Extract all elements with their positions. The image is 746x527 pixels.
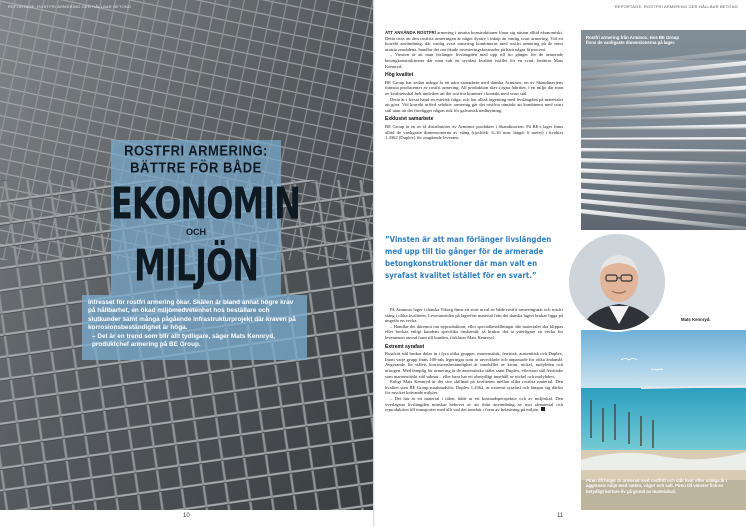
intro-text: armering i utsatta konstruktioner lönar sig nästan alltid ekonomiskt. Detta trots att den rostfria armeringen är något dyrare i inköp än vanlig svart armering. Vid ett korrekt användning, där vanlig svart armering kombineras med rostfri armering på de mest utsatta områdena, handlar det om ökade investeringskostnader på bara några få procent. [385,30,563,52]
running-header: REPORTAGE: ROSTFRI ARMERING GER HÅLLBAR BETONG [8,4,132,9]
stock-paragraph-1: På Arminox lager i danska Viborg finns ett stort urval av både rostfri armeringsnät och rostfri stång i olika kvaliteter. Leveranstiden på lagerfört material från det danska lagret brukar ligga på ungefär en vecka. [385,307,563,324]
article-column-bottom [385,307,563,413]
page-number-left: 10 [183,513,190,519]
portrait-photo [567,232,667,332]
quality-paragraph-2: Detta är i första hand en estetisk fråga, och har alltså ingenting med livslängden på materialet att göra. Vid korrekt utförd selektiv armering går det rostfria utmärkt att kombinera med svart stål utan att det föreligger någon risk för galvanisk nedbrytning. [385,96,563,113]
pull-quote: ”Vinsten är att man förlänger livslängden med upp till tio gånger för de armerade betongkonstruktioner där man valt en syrafast kvalitet istället för en svart.” [385,234,552,280]
acid-paragraph-3: – Det här är ett material i tiden, både ur ett kostnadsperspektiv och av miljöskäl. Den överlägsna livslängden minskar behovet av att ifrån användning av nytt råmaterial och reproduktion till transporter med allt vad det innebär i form av belastning på miljön. [385,395,563,413]
headline-och: OCH [186,227,206,237]
running-header-right: REPORTAGE: ROSTFRI ARMERING GER HÅLLBAR BETONG [614,4,738,9]
quality-paragraph-1: BE Group har sedan många år ett nära samarbete med danska Arminox, en av Skandinaviens främsta producenter av rostfri armering. All produktion sker i egna fabriker, i en miljö där man av kvalitetsskäl helt undviker att det rostfria kommer i kontakt med svart stål. [385,79,563,96]
kicker-line-2: BÄTTRE FÖR BÅDE [130,158,262,177]
title-box [111,140,300,295]
ingress-box [82,295,307,360]
subhead-collaboration: Exklusivt samarbete [385,116,434,123]
subhead-acid-resistant: Extremt syrafast [385,343,425,350]
intro-caps: ATT ANVÄNDA ROSTFRI [385,30,436,35]
ingress-paragraph-1: Intresset för rostfri armering ökar. Skälen är bland annat högre krav på hållbarhet, en ökad miljömedvetenhet hos beställare och slutkunder samt många pågående infrastrukturprojekt där kraven på korrosionsbeständighet är höga. [88,299,296,332]
gutter-shadow [373,0,375,527]
headline-word-1: EKONOMIN [111,178,300,230]
ingress-paragraph-2: – Det är en trend som blir allt tydligare, säger Mats Kennryd, produktchef armering på BE Group. [92,332,275,349]
kicker-line-1: ROSTFRI ARMERING: [124,141,268,160]
acid-paragraph-1: Rostfritt stål brukar delas in i fyra olika grupper, martensitisk, ferritisk, austenitisk och Duplex. Inom varje grupp finns 100-tals legeringar som är utvecklade och anpassade för olika ändamål. Avgörande för stålets korrosionsbeständighet är innehållet av krom, nickel, molybden och nitrogen. Med lämplig för armering är de austenitiska stålet samt Duplex, eftersom stål ferritiske som martensitiskt stål saknar – eller bara har ett obetydligt innehåll av nickel och molybden. [385,351,563,379]
end-mark-icon [541,407,545,411]
caption-rebar-photo: Rostfri armering från Arminox. Hos BE Group finns de vanligaste dimensionerna på lager. [586,35,679,46]
page-number-right: 11 [557,513,564,519]
article-column-top [385,30,563,141]
rebar-stack-photo [581,30,746,230]
stock-paragraph-2: – Handlar det däremot om nyproduktion, eller specialbeställningar där materialet ska klippas eller bockas enligt kundens specifika önskemål, så brukar det ta ytterligare en vecka för leveransen anvnd fram till kunden, förklarar Mats Kennryd. [385,323,563,340]
caption-portrait: Mats Kennryd. [681,317,711,322]
collaboration-paragraph: BE Group är en av få distributörer av Arminox produkter i Skandinavien. På BE:s lager finns alltid de vanligaste dimensionerna av stång (tjocklek: 6–16 mm, längd: 6 meter) i kvalitet 1.4362 (Duplex) för omgående leverans. [385,123,563,141]
subhead-quality: Hög kvalitet [385,72,414,79]
acid-paragraph-2: Enligt Mats Kennryd är det stor skillnad på kvaliteten mellan olika rostfria material. Den kvalitet som BE Group marknadsför, Duplex 1.4362, är extremt syrafast och lämpar sig därför för mycket krävande miljöer. [385,379,563,396]
headline-word-2: MILJÖN [133,240,259,292]
caption-beach-photo: Piren till höger är armerad med rostfritt och står kvar efter många år i aggressiv miljö med vatten, vågor och salt. Piren till vänster fick en betydligt kortare liv på grund av materialval. [586,478,728,494]
intro-quote: – Vinsten är att man förlänger livslängden med upp till tio gånger för de armerade betongkonstruktioner där man valt en syrafast kvalitet istället för en svart, berättar Mats Kennryd. [385,52,563,69]
